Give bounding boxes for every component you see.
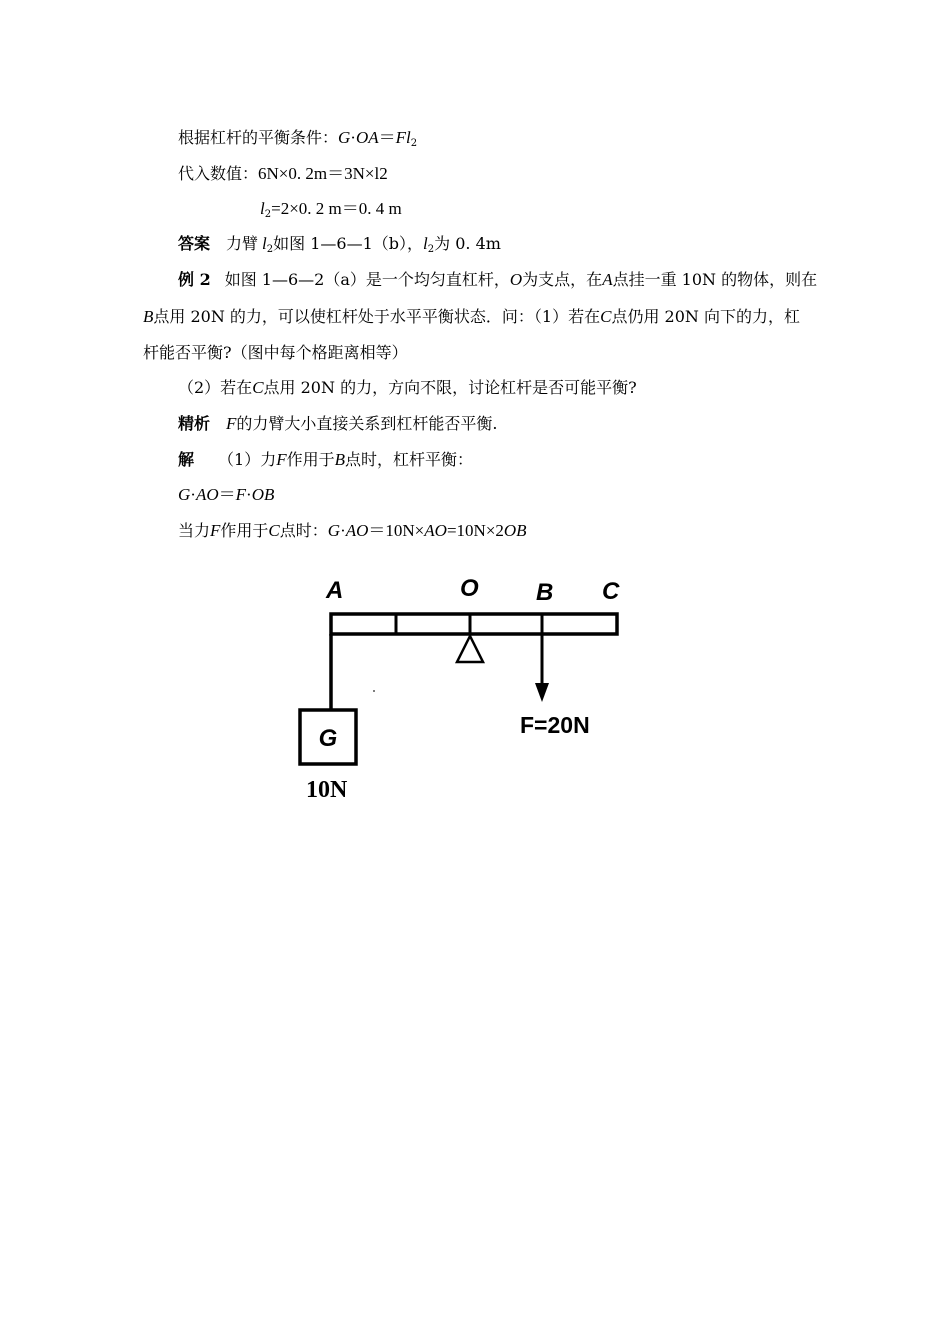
label-b: B	[536, 579, 554, 606]
label-c: C	[602, 578, 620, 605]
text: 点时：	[279, 521, 328, 540]
analysis-label: 精析	[178, 414, 211, 433]
formula: F	[226, 414, 237, 433]
weight-value: 10N	[306, 777, 348, 803]
formula: ·	[246, 485, 252, 504]
force-label: F=20N	[520, 712, 590, 738]
fulcrum-triangle	[457, 636, 483, 662]
formula: ·	[340, 521, 346, 540]
formula: G	[338, 128, 351, 147]
formula: O	[509, 270, 523, 289]
formula: AO	[195, 485, 219, 504]
text-line-5	[178, 270, 817, 290]
text: 作用于	[286, 450, 335, 469]
text: 的力臂大小直接关系到杠杆能否平衡.	[236, 414, 498, 433]
formula: G	[327, 521, 341, 540]
text: 作用于	[220, 521, 269, 540]
lever-diagram	[290, 570, 640, 810]
formula: ＝	[378, 128, 396, 147]
formula: l	[260, 199, 265, 218]
text: 点用 20N 的力，可以使杠杆处于水平平衡状态．问：（1）若在	[153, 307, 601, 326]
formula: l	[423, 234, 428, 253]
formula: ·	[350, 128, 356, 147]
text: 代入数值：	[178, 164, 259, 183]
text: （1）力	[218, 450, 277, 469]
text-line-12	[178, 521, 527, 541]
example-label: 例 2	[178, 270, 211, 289]
answer-label: 答案	[178, 234, 211, 253]
text-line-6	[143, 307, 800, 327]
text-line-4	[178, 234, 501, 260]
subscript: 2	[427, 244, 435, 255]
text: 力臂	[226, 234, 259, 253]
text: 杆能否平衡?（图中每个格距离相等）	[143, 343, 408, 362]
formula: A	[602, 270, 613, 289]
formula: F	[276, 450, 287, 469]
subscript: 2	[264, 209, 272, 220]
formula: ＝10N×	[368, 521, 425, 540]
text-line-8	[178, 378, 637, 398]
formula: F	[235, 485, 247, 504]
text-line-3	[260, 199, 402, 225]
text: 为 0. 4m	[434, 234, 501, 253]
text: 当力	[178, 521, 211, 540]
text-line-11	[178, 485, 274, 505]
text: 点仍用 20N 向下的力，杠	[611, 307, 800, 326]
solution-label: 解	[178, 450, 195, 469]
formula: l	[262, 234, 267, 253]
subscript: 2	[266, 244, 274, 255]
text: 点用 20N 的力，方向不限，讨论杠杆是否可能平衡?	[263, 378, 637, 397]
formula: B	[334, 450, 345, 469]
text: 点挂一重 10N 的物体，则在	[612, 270, 818, 289]
formula: =10N×2	[446, 521, 504, 540]
subscript: 2	[410, 138, 418, 149]
text: （2）若在	[178, 378, 253, 397]
force-arrow-head	[535, 683, 549, 702]
formula: ·	[190, 485, 196, 504]
formula: C	[268, 521, 280, 540]
formula: OA	[355, 128, 379, 147]
text: 如图 1—6—1（b），	[273, 234, 424, 253]
text-line-7	[143, 343, 408, 363]
stray-dot	[373, 690, 375, 692]
formula: AO	[424, 521, 447, 540]
text-line-10	[178, 450, 473, 470]
text-line-1	[178, 128, 417, 154]
text-line-2	[178, 164, 388, 184]
label-a: A	[326, 577, 344, 604]
text: 为支点，在	[522, 270, 603, 289]
lever-bar	[331, 614, 617, 634]
formula: C	[252, 378, 264, 397]
formula: OB	[503, 521, 527, 540]
weight-label-g: G	[318, 725, 338, 752]
formula: =2×0. 2 m＝0. 4 m	[271, 199, 402, 218]
formula: F	[210, 521, 221, 540]
formula: G	[178, 485, 191, 504]
label-o: O	[460, 575, 479, 602]
formula: B	[143, 307, 154, 326]
formula: AO	[345, 521, 369, 540]
text: 如图 1—6—2（a）是一个均匀直杠杆，	[224, 270, 510, 289]
text-line-9	[178, 414, 498, 434]
formula: 6N×0. 2m＝3N×l2	[258, 164, 388, 183]
text: 点时，杠杆平衡：	[345, 450, 474, 469]
formula: ＝	[218, 485, 236, 504]
formula: OB	[251, 485, 275, 504]
formula: C	[600, 307, 612, 326]
text: 根据杠杆的平衡条件：	[178, 128, 339, 147]
formula: Fl	[395, 128, 411, 147]
